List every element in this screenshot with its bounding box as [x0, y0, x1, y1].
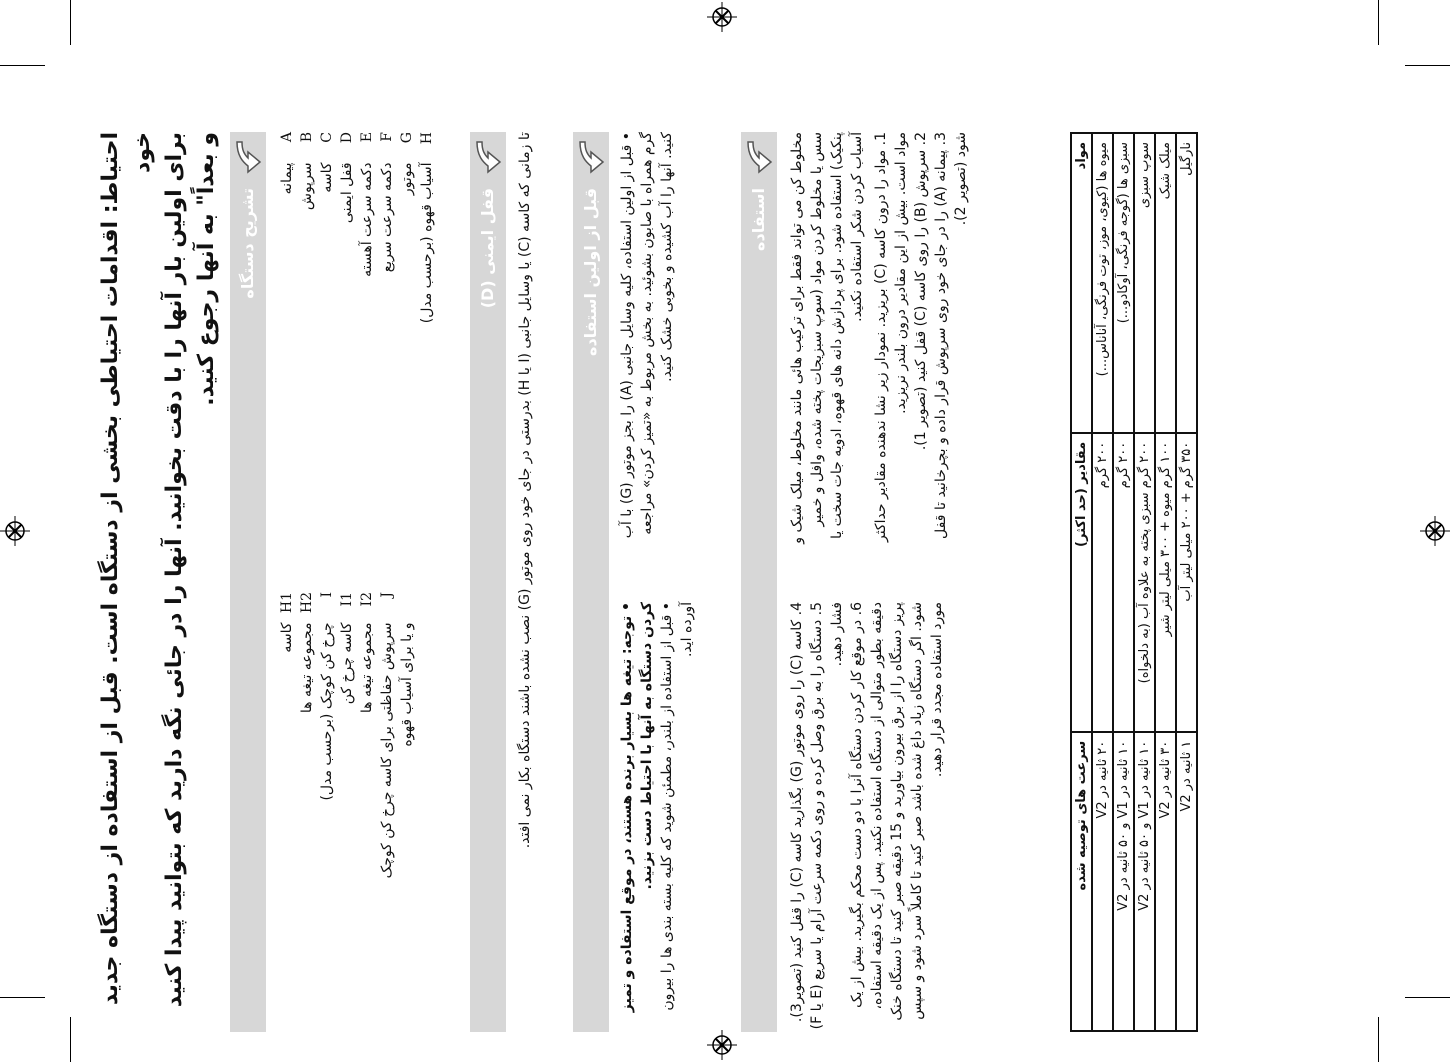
- table-cell: میلک شیک: [1155, 133, 1176, 433]
- section-title-before-first-use: قبل از اولین استفاده: [581, 188, 600, 356]
- table-row: [1176, 133, 1197, 1031]
- warning-line-2: برای اولین بار آنها را با دقت بخوانید. آنها را در جائی نگه دارید که بتوانید پیدا کنید: [162, 132, 187, 1008]
- use-step: 1. مواد را درون کاسه (C) بریزید. نمودار زیر نشا ندهنده مقادیر حداکثر مواد است. بیش از این مقادیر درون بلندر نریزید.: [873, 132, 909, 543]
- use-step: 4. کاسه (C) را روی موتور (G) بگذارید کاسه (C) را قفل کنید (تصویر3).: [789, 602, 805, 1023]
- table-header: مواد: [1071, 133, 1092, 433]
- warning-line-1: احتیاط: اقدامات احتیاطی بخشی از دستگاه است. قبل از استفاده از دستگاه جدید خود: [98, 132, 155, 1006]
- parts-list-left: [277, 132, 437, 552]
- table-cell: ۲۰۰ گرم سبزی پخته به علاوه آب (به دلخواه): [1134, 433, 1155, 732]
- use-instructions-right: [787, 602, 947, 1032]
- warning-line-3: و بعداً" به آنها رجوع کنید.: [194, 132, 219, 406]
- table-cell: ۳۵۰ گرم + ۲۰۰ میلی لیتر آب: [1176, 433, 1197, 732]
- section-title-use: استفاده: [749, 188, 768, 251]
- parts-list-right: [277, 592, 417, 1032]
- section-bar-description: [230, 132, 266, 1032]
- table-cell: میوه ها (کیوی، موز، توت فرنگی، آناناس...): [1092, 133, 1113, 433]
- blade-warning: • توجه: تیغه ها بسیار برنده هستند، در موقع استفاده و تمیز کردن دستگاه به آنها با احتیاط دست بزنید.: [619, 602, 655, 1013]
- table-cell: سبزی ها (گوجه فرنگی، آوکادو...): [1113, 133, 1134, 433]
- page-content: [95, 132, 1355, 1032]
- quantities-table: [1070, 132, 1198, 1032]
- table-header: مقادیر (حد اکثر): [1071, 433, 1092, 732]
- table-row: [1134, 133, 1155, 1031]
- table-cell: ۱۰ ثانیه در V1 و ۵۰ ثانیه در V2: [1113, 732, 1134, 1031]
- part-item: G موتور: [399, 132, 415, 196]
- packaging-note: • قبل از استفاده از بلندر، مطمئن شوید که کلیه بسته بندی ها را بیرون آورده اید.: [659, 602, 695, 1011]
- table-row: [1113, 133, 1134, 1031]
- part-item: F دکمه سرعت سریع: [379, 132, 395, 273]
- table-header-row: [1071, 133, 1092, 1031]
- part-item: D قفل ایمنی: [339, 132, 355, 224]
- use-step: 6. در موقع کار کردن دستگاه آنرا با دو دست محکم بگیرید. بیش از یک دقیقه بطور متوالی از دستگاه استفاده نکنید. پس از یک دقیقه استفاده، پریز دستگاه را از برق بیرون بیاورید و 15 دقیقه صبر کنید تا دستگاه خنک شود. اگر دستگاه زیاد داغ شده باشد صبر کنید تا کاملاً سرد شود و سپس مورد استفاده مجدد قرار دهید.: [849, 602, 945, 1021]
- table-cell: ۱۰۰ گرم میوه + ۳۰۰ میلی لیتر شیر: [1155, 433, 1176, 732]
- part-item: J سرپوش حفاظتی برای کاسه چرخ کن کوچک: [379, 592, 395, 879]
- part-item: H1 کاسه: [279, 592, 295, 653]
- part-item: I2 مجموعه تیغه ها: [359, 592, 375, 714]
- table-cell: ۲۰۰ گرم: [1113, 433, 1134, 732]
- use-paragraph: مخلوط کن می تواند فقط برای ترکیب هائی مانند مخلوط، میلک شیک و سس یا مخلوط کردن مواد (سوپ سبزیجات پخته شده، وافل و خمیر پنکیک) استفاده شود. برای پردازش دانه های قهوه، ادویه جات سخت یا آسیاب کردن شکر استفاده نکنید.: [789, 132, 865, 544]
- part-item: و یا برای آسیاب قهوه: [399, 622, 415, 747]
- part-item: H2 مجموعه تیغه ها: [299, 592, 315, 714]
- part-item: C کاسه: [319, 132, 335, 193]
- lock-text: تا زمانی که کاسه (C) یا وسایل جانبی (I یا H) بدرستی در جای خود روی موتور (G) نصب نشده باشند دستگاه بکار نمی افتد.: [517, 132, 533, 849]
- table-row: [1155, 133, 1176, 1031]
- table-cell: ۳۰ ثانیه در V2: [1155, 732, 1176, 1031]
- part-item: I چرخ کن کوچک (برحسب مدل): [319, 592, 335, 801]
- table-cell: نارگیل: [1176, 133, 1197, 433]
- warning-heading: [95, 132, 223, 1032]
- section-title-lock: قفل ایمنی (D): [478, 188, 497, 309]
- table-cell: ۱۰ ثانیه در V1 و ۵۰ ثانیه در V2: [1134, 732, 1155, 1031]
- table-cell: سوپ سبزی: [1134, 133, 1155, 433]
- use-step: 3. پیمانه (A) را در جای خود روی سرپوش قرار داده و بچرخانید تا قفل شود (تصویر 2).: [933, 132, 969, 539]
- use-instructions-left: [787, 132, 971, 562]
- section-bar-before-first-use: [573, 132, 609, 1032]
- part-item: B سرپوش: [299, 132, 315, 211]
- use-step: 5. دستگاه را به برق وصل کرده و روی دکمه سرعت آرام یا سریع (E یا F) فشار دهید.: [809, 602, 845, 1030]
- before-first-use-right: [617, 602, 697, 1032]
- part-item: I1 کاسه چرخ کن: [339, 592, 355, 705]
- table-cell: ۲۰۰ گرم: [1092, 433, 1113, 732]
- table-header: سرعت های توصیه شده: [1071, 732, 1092, 1031]
- part-item: E دکمه سرعت آهسته: [359, 132, 375, 277]
- part-item: H آسیاب قهوه (برحسب مدل): [419, 132, 435, 324]
- section-bar-lock: [470, 132, 506, 1032]
- part-item: A پیمانه: [279, 132, 295, 195]
- section-title-description: تشریح دستگاه: [238, 188, 257, 299]
- table-cell: ۱ ثانیه در V2: [1176, 732, 1197, 1031]
- before-first-use-left: • قبل از اولین استفاده، کلیه وسایل جانبی (A) را بجز موتور (G) با آب گرم همراه با صابون بشوئید. به بخش مربوط به «تمیز کردن» مراجعه کنید. آنها را آب کشیده و بخوبی خشک کنید.: [619, 132, 675, 539]
- section-bar-use: [741, 132, 777, 1032]
- table-cell: ۲۰ ثانیه در V2: [1092, 732, 1113, 1031]
- use-step: 2. سرپوش (B) را روی کاسه (C) قفل کنید (تصویر 1).: [913, 132, 929, 451]
- table-row: [1092, 133, 1113, 1031]
